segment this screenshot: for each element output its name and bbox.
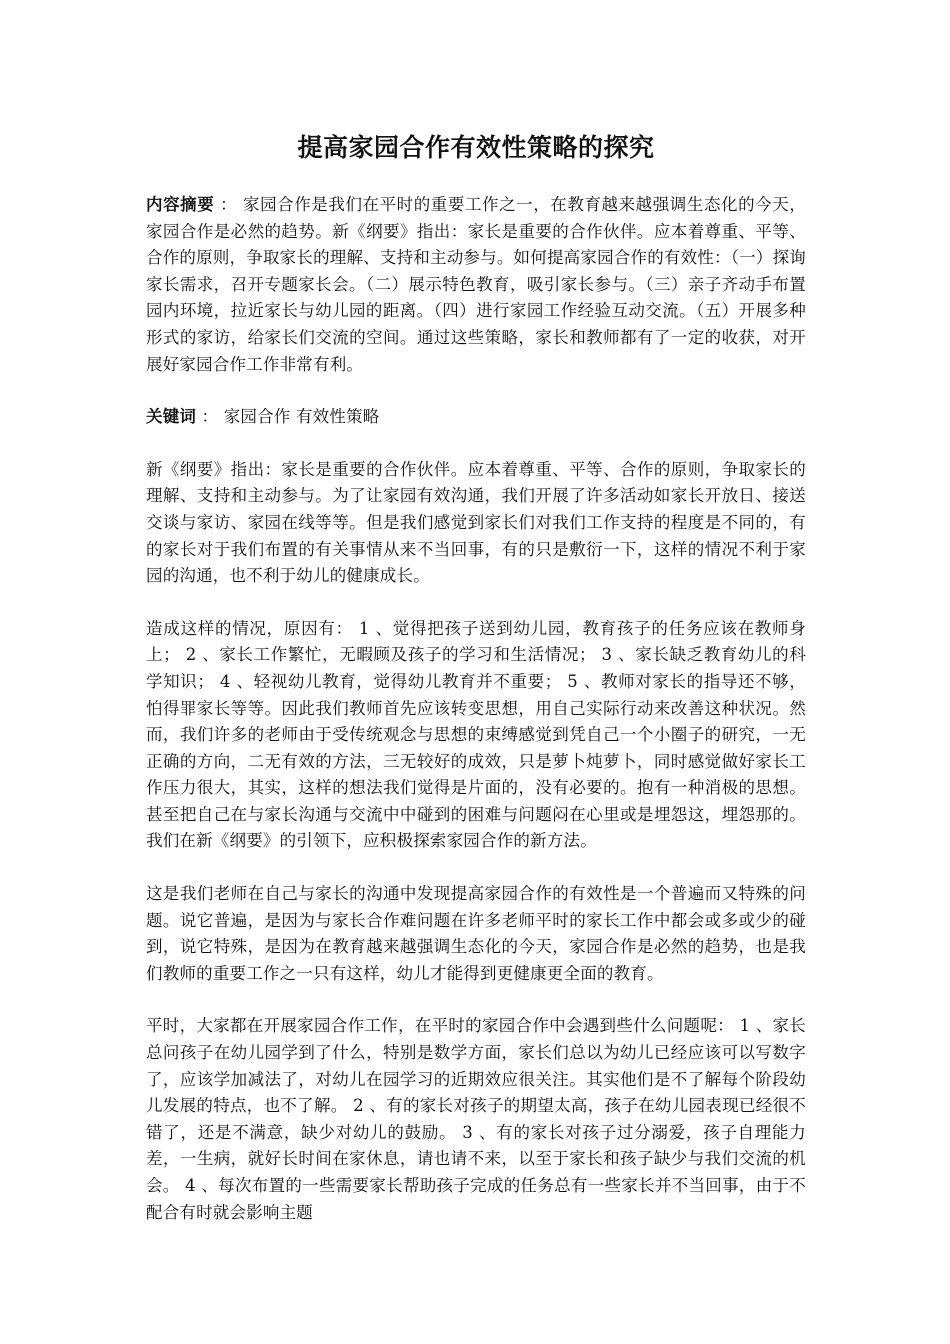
abstract-separator: ：: [214, 195, 244, 214]
document-title: 提高家园合作有效性策略的探究: [297, 133, 655, 162]
abstract-label: 内容摘要: [146, 195, 215, 214]
keywords-text: 家园合作 有效性策略: [223, 407, 380, 427]
body-paragraph-2: 造成这样的情况，原因有： 1 、觉得把孩子送到幼儿园，教育孩子的任务应该在教师身上； 2 、家长工作繁忙，无暇顾及孩子的学习和生活情况； 3 、家长缺乏教育幼儿的科学知识； 4 、轻视幼儿教育，觉得幼儿教育并不重要； 5 、教师对家长的指导还不够，怕得罪家长等等。因此我们教师首先应该转变思想，用自己实际行动来改善这种状况。然而，我们许多的老师由于受传统观念与思想的束缚感觉到凭自己一个小圈子的研究，一无正确的方向，二无有效的方法，三无较好的成效，只是萝卜炖萝卜，同时感觉做好家长工作压力很大，其实，这样的想法我们觉得是片面的，没有必要的。抱有一种消极的思想。甚至把自己在与家长沟通与交流中中碰到的困难与问题闷在心里或是埋怨这，埋怨那的。我们在新《纲要》的引领下，应积极探索家园合作的新方法。: [146, 618, 806, 851]
keywords-separator: ：: [196, 407, 224, 427]
keywords-paragraph: [146, 404, 806, 431]
body-paragraph-3: 这是我们老师在自己与家长的沟通中发现提高家园合作的有效性是一个普遍而又特殊的问题。说它普遍，是因为与家长合作难问题在许多老师平时的家长工作中都会或多或少的碰到，说它特殊，是因为在教育越来越强调生态化的今天，家园合作是必然的趋势，也是我们教师的重要工作之一只有这样，幼儿才能得到更健康更全面的教育。: [146, 884, 806, 983]
body-paragraph-1: 新《纲要》指出：家长是重要的合作伙伴。应本着尊重、平等、合作的原则，争取家长的理解、支持和主动参与。为了让家园有效沟通，我们开展了许多活动如家长开放日、接送交谈与家访、家园在线等等。但是我们感觉到家长们对我们工作支持的程度是不同的，有的家长对于我们布置的有关事情从来不当回事，有的只是敷衍一下，这样的情况不利于家园的沟通，也不利于幼儿的健康成长。: [146, 459, 806, 586]
abstract-paragraph: [146, 192, 806, 378]
abstract-text: 家园合作是我们在平时的重要工作之一，在教育越来越强调生态化的今天，家园合作是必然的趋势。新《纲要》指出：家长是重要的合作伙伴。应本着尊重、平等、合作的原则，争取家长的理解、支持和主动参与。如何提高家园合作的有效性：（一）探询家长需求，召开专题家长会。（二）展示特色教育，吸引家长参与。（三）亲子齐动手布置园内环境，拉近家长与幼儿园的距离。（四）进行家园工作经验互动交流。（五）开展多种形式的家访，给家长们交流的空间。通过这些策略，家长和教师都有了一定的收获，对开展好家园合作工作非常有利。: [146, 195, 807, 374]
keywords-label: 关键词: [146, 407, 197, 427]
document-page: [146, 128, 806, 1252]
body-paragraph-4: 平时，大家都在开展家园合作工作，在平时的家园合作中会遇到些什么问题呢： 1 、家长总问孩子在幼儿园学到了什么，特别是数学方面，家长们总以为幼儿已经应该可以写数字了，应该学加减法了，对幼儿在园学习的近期效应很关注。其实他们是不了解每个阶段幼儿发展的特点，也不了解。 2 、有的家长对孩子的期望太高，孩子在幼儿园表现已经很不错了，还是不满意，缺少对幼儿的鼓励。 3 、有的家长对孩子过分溺爱，孩子自理能力差，一生病，就好长时间在家休息，请也请不来，以至于家长和孩子缺少与我们交流的机会。 4 、每次布置的一些需要家长帮助孩子完成的任务总有一些家长并不当回事，由于不配合有时就会影响主题: [146, 1016, 806, 1222]
